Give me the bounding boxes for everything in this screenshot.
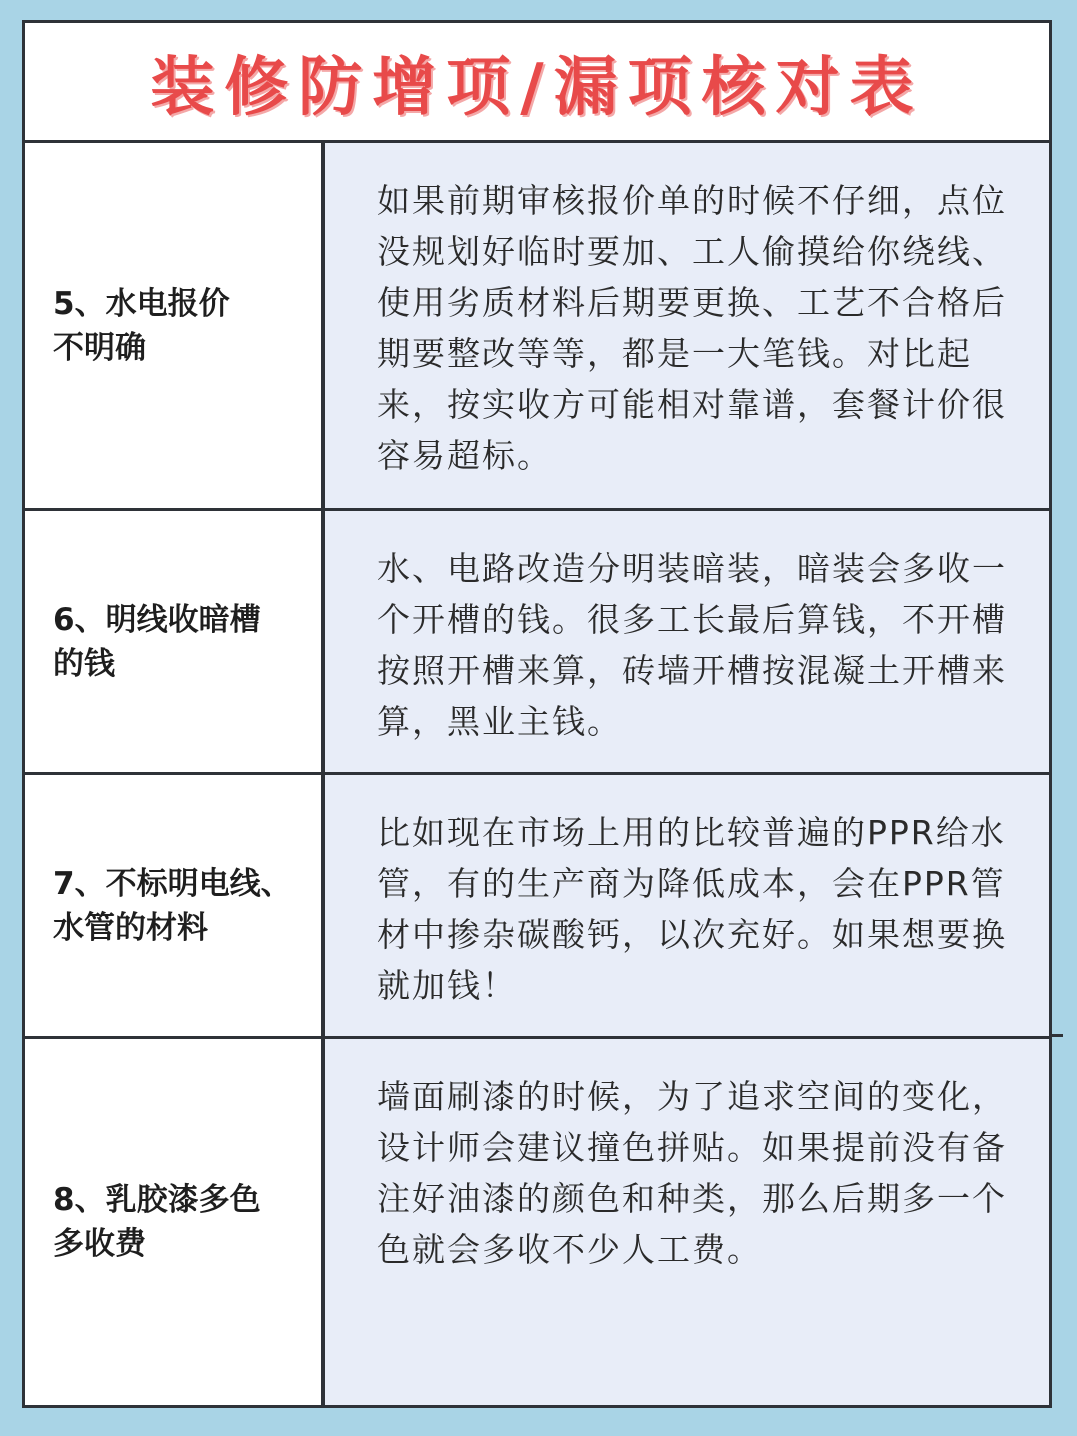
checklist-sheet: [22, 20, 1052, 1408]
row-label: 6、明线收暗槽 的钱: [53, 601, 261, 682]
table-row: [25, 1039, 1049, 1405]
table-row: [25, 775, 1049, 1039]
row-label: 7、不标明电线、 水管的材料: [53, 865, 292, 946]
table-row: [25, 511, 1049, 775]
row-content: 如果前期审核报价单的时候不仔细，点位没规划好临时要加、工人偷摸给你绕线、使用劣质材料后期要更换、工艺不合格后期要整改等等，都是一大笔钱。对比起来，按实收方可能相对靠谱，套餐计价很容易超标。: [377, 181, 1007, 475]
page-title: 装修防增项/漏项核对表: [150, 50, 924, 125]
row-content-cell: [325, 143, 1049, 508]
row-label-cell: [25, 775, 325, 1036]
row-label-cell: [25, 511, 325, 772]
row-content: 水、电路改造分明装暗装，暗装会多收一个开槽的钱。很多工长最后算钱，不开槽按照开槽来算，砖墙开槽按混凝土开槽来算，黑业主钱。: [377, 549, 1007, 741]
row-content: 墙面刷漆的时候，为了追求空间的变化，设计师会建议撞色拼贴。如果提前没有备注好油漆的颜色和种类，那么后期多一个色就会多收不少人工费。: [377, 1077, 1007, 1269]
row-label-cell: [25, 1039, 325, 1405]
table-row: [25, 143, 1049, 511]
row-label: 8、乳胶漆多色 多收费: [53, 1182, 261, 1262]
row-content: 比如现在市场上用的比较普遍的PPR给水管，有的生产商为降低成本，会在PPR管材中掺杂碳酸钙，以次充好。如果想要换就加钱！: [377, 813, 1007, 1005]
row-content-cell: [325, 511, 1049, 772]
divider-tick: [1049, 1034, 1063, 1037]
row-label: 5、水电报价 不明确: [53, 285, 230, 366]
row-content-cell: [325, 1039, 1049, 1405]
row-content-cell: [325, 775, 1049, 1036]
row-label-cell: [25, 143, 325, 508]
title-bar: [25, 23, 1049, 143]
